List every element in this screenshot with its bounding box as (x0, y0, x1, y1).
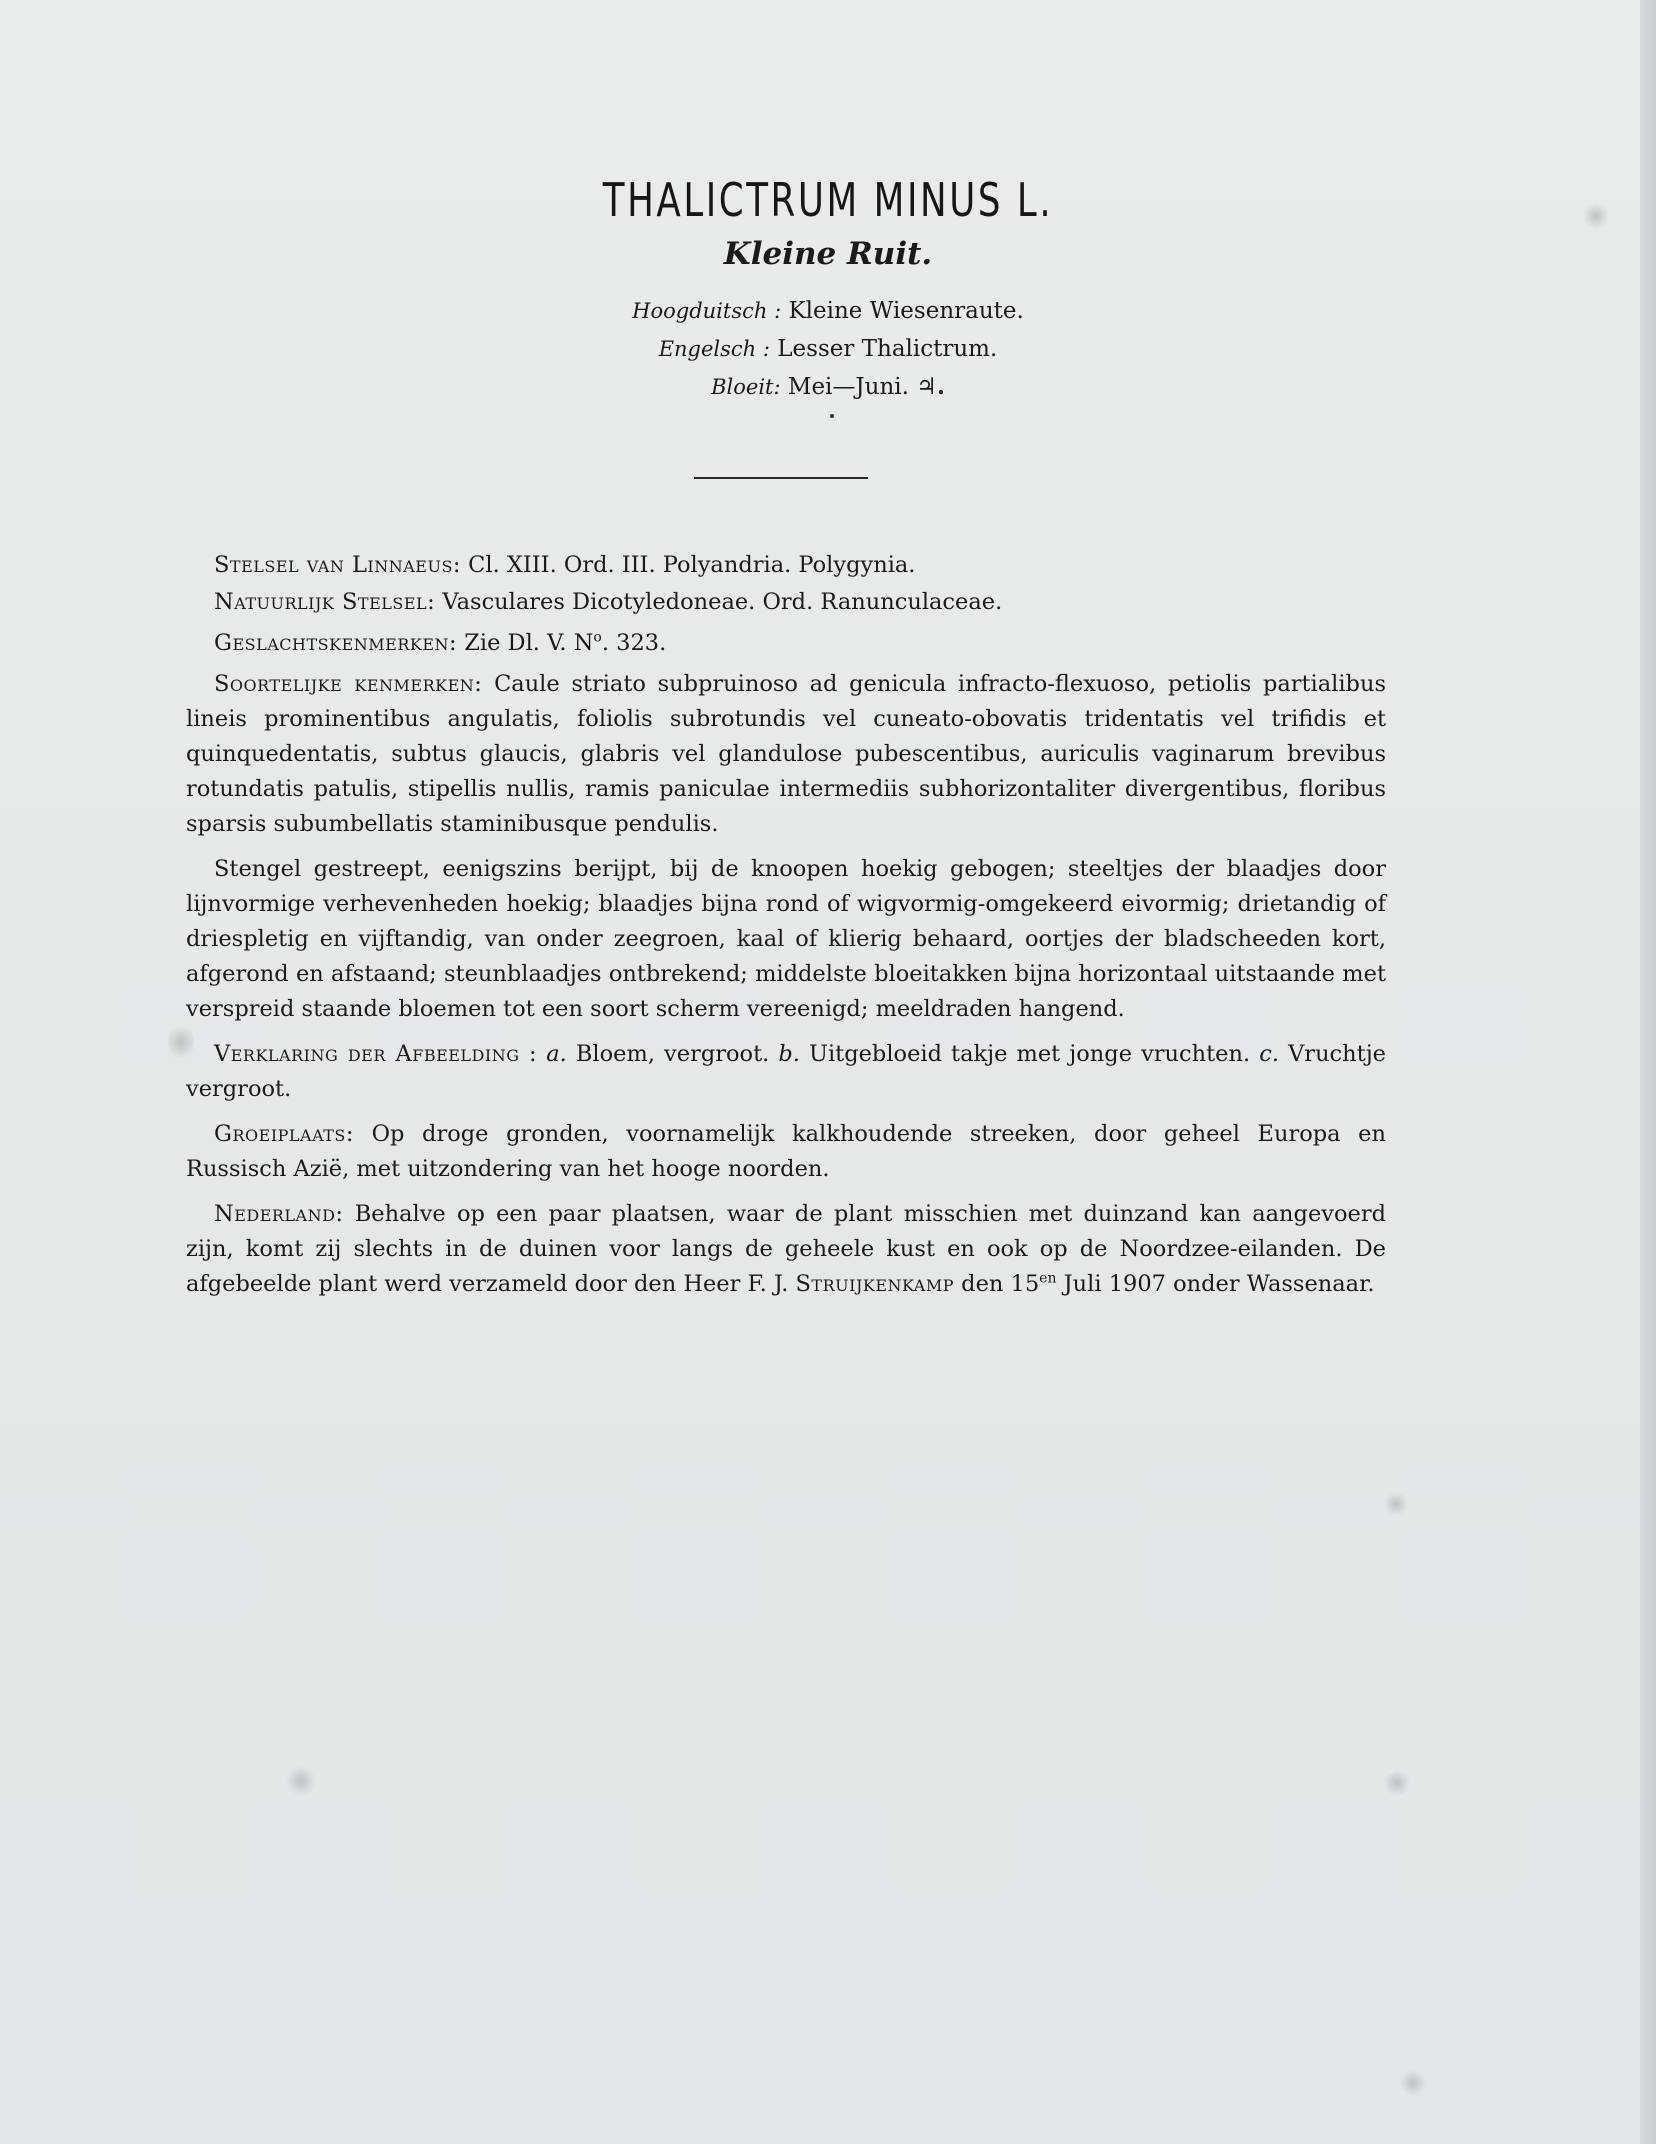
section-text: Cl. XIII. Ord. III. Polyandria. Polygynia. (468, 552, 916, 578)
section-verklaring (186, 1037, 1386, 1107)
figure-letter: a. (546, 1041, 567, 1067)
figure-text: Vruchtje vergroot. (186, 1041, 1386, 1102)
page-header (0, 170, 1656, 418)
meta-label: Hoogduitsch : (632, 299, 782, 323)
section-heading: Groeiplaats: (214, 1121, 354, 1147)
meta-value: Kleine Wiesenraute. (788, 298, 1024, 324)
section-text: Behalve op een paar plaatsen, waar de plant misschien met duinzand kan aangevoerd zijn, komt zij slechts in de duinen voor langs de geheele kust en ook op de Noordzee-eilanden. De afgebeelde plant werd verzameld door den Heer F. J. (186, 1201, 1386, 1297)
figure-letter: b. (778, 1041, 800, 1067)
section-text: Zie Dl. V. N (464, 630, 594, 656)
body-text (186, 548, 1386, 1312)
figure-text: Uitgebloeid takje met jonge vruchten. (809, 1041, 1251, 1067)
divider-rule (694, 477, 868, 479)
meta-label: Engelsch : (658, 337, 770, 361)
meta-flowering (0, 368, 1656, 406)
superscript: en (1039, 1270, 1057, 1287)
section-heading: Geslachtskenmerken: (214, 630, 458, 656)
scan-spot (286, 1766, 316, 1796)
superscript: o (593, 629, 602, 646)
section-heading: Natuurlijk Stelsel: (214, 589, 436, 615)
meta-value: Mei—Juni. (787, 374, 909, 400)
section-soortelijk (186, 667, 1386, 842)
section-text: Juli 1907 onder Wassenaar. (1063, 1271, 1375, 1297)
section-natuurlijk (186, 585, 1386, 620)
section-nederland (186, 1197, 1386, 1302)
section-beschrijving (186, 852, 1386, 1027)
figure-letter: c. (1259, 1041, 1279, 1067)
meta-value: Lesser Thalictrum. (777, 336, 998, 362)
collector-name: Struijkenkamp (795, 1271, 955, 1297)
scan-spot (1384, 1492, 1408, 1516)
perennial-symbol: ♃. (916, 373, 945, 400)
section-heading: Soortelijke kenmerken: (214, 671, 483, 697)
common-name: Kleine Ruit. (723, 236, 933, 272)
scan-spot (1400, 2070, 1426, 2096)
section-text: . 323. (601, 630, 667, 656)
section-linnaeus (186, 548, 1386, 583)
section-groeiplaats (186, 1117, 1386, 1187)
section-text: Stengel gestreept, eenigszins berijpt, bij de knoopen hoekig gebogen; steeltjes der blaadjes door lijnvormige verhevenheden hoekig; blaadjes bijna rond of wigvormig-omgekeerd eivormig; drietandig of driespletig en vijftandig, van onder zeegroen, kaal of klierig behaard, oortjes der bladscheeden kort, afgerond en afstaand; steunblaadjes ontbrekend; middelste bloeitakken bijna horizontaal uitstaande met verspreid staande bloemen tot een soort scherm vereenigd; meeldraden hangend. (186, 856, 1386, 1022)
scan-spot (1384, 1770, 1410, 1796)
section-heading: Nederland: (214, 1201, 344, 1227)
meta-german (0, 292, 1656, 330)
stray-dot (830, 414, 834, 418)
section-text: Caule striato subpruinoso ad genicula infracto-flexuoso, petiolis partialibus lineis prominentibus angulatis, foliolis subrotundis vel cuneato-obovatis tridentatis vel trifidis et quinquedentatis, subtus glaucis, glabris vel glandulose pubescentibus, auriculis vaginarum brevibus rotundatis patulis, stipellis nullis, ramis paniculae intermediis subhorizontaliter divergentibus, floribus sparsis subumbellatis staminibusque pendulis. (186, 671, 1386, 837)
meta-label: Bloeit: (711, 375, 781, 399)
section-geslacht (186, 626, 1386, 661)
figure-text: Bloem, vergroot. (575, 1041, 770, 1067)
section-text: den 15 (961, 1271, 1040, 1297)
section-heading: Verklaring der Afbeelding : (214, 1041, 538, 1067)
section-text: Op droge gronden, voornamelijk kalkhoudende streeken, door geheel Europa en Russisch Azië, met uitzondering van het hooge noorden. (186, 1121, 1386, 1182)
section-heading: Stelsel van Linnaeus: (214, 552, 462, 578)
section-text: Vasculares Dicotyledoneae. Ord. Ranunculaceae. (442, 589, 1003, 615)
species-title: THALICTRUM MINUS L. (602, 173, 1054, 227)
meta-english (0, 330, 1656, 368)
